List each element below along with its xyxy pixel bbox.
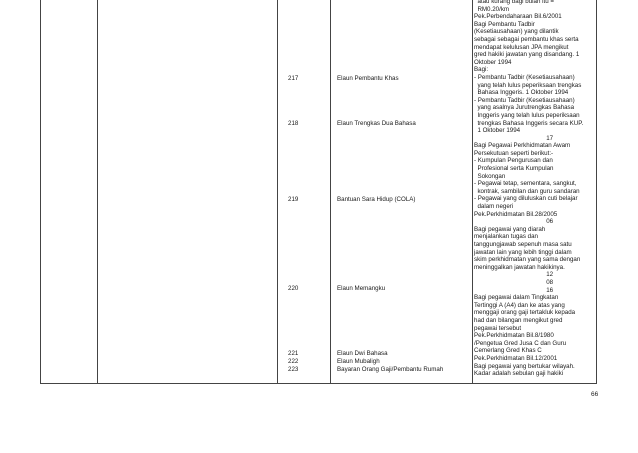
note-line: yang asalnya Jurutrengkas Bahasa [474,104,575,112]
note-line: Oktober 1994 [474,58,512,66]
note-line: pegawai tersebut [474,324,522,332]
row-item: Elaun Mubaligh [337,358,380,365]
row-item: Elaun Dwi Bahasa [337,350,388,357]
note-line: 16 [474,286,554,294]
column-divider [97,0,98,384]
row-number: 221 [288,350,299,357]
row-item: Bayaran Orang Gaji/Pembantu Rumah [337,366,444,373]
note-line: Pek.Perbendaharaan Bil.6/2001 [474,13,562,21]
note-line: Bahasa Inggeris. 1 Oktober 1994 [474,89,569,97]
row-number: 220 [288,285,299,292]
note-line: sebagai sebagai pembantu khas serta [474,35,579,43]
note-line: menjalankan tugas dan [474,233,538,241]
note-line: Profesional serta Kumpulan [474,165,554,173]
note-line: skim perkhidmatan yang sama dengan [474,256,581,264]
note-line: - Pembantu Tadbir (Kesetiausahaan) [474,73,575,81]
note-line: Persekutuan seperti berikut:- [474,149,554,157]
note-line: Bagi pegawai yang bertukar wilayah. [474,362,575,370]
note-line: Pek.Perkhidmatan Bil.28/2005 [474,210,558,218]
column-divider [277,0,278,384]
note-line: 1 Oktober 1994 [474,127,521,135]
note-line: (Kesetiausahaan) yang dilantik [474,28,559,36]
note-line: 08 [474,278,554,286]
row-item: Elaun Trengkas Dua Bahasa [337,120,416,127]
note-line: Pek.Perkhidmatan Bil.12/2001 [474,354,558,362]
row-number: 219 [288,196,299,203]
note-line: - Pegawai tetap, sementara, sangkut, [474,180,577,188]
note-line: Tertinggi A (A4) dan ke atas yang [474,301,565,309]
note-line: Bagi Pembantu Tadbir [474,20,535,28]
note-line: 06 [474,218,554,226]
note-line: Cemerlang Gred Khas C [474,347,542,355]
note-line: 12 [474,271,554,279]
row-number: 222 [288,358,299,365]
note-line: gred hakiki jawatan yang disandang. 1 [474,51,580,59]
note-line: - Pembantu Tadbir (Kesetiausahaan) [474,96,575,104]
note-line: dalam negeri [474,203,514,211]
row-item: Elaun Pembantu Khas [337,75,399,82]
note-line: Inggeris yang telah lulus peperiksaan [474,111,580,119]
row-number: 218 [288,120,299,127]
note-line: - Pegawai yang diluluskan cuti belajar [474,195,578,203]
note-line: Pek.Perkhidmatan Bil.8/1980 [474,332,554,340]
row-item: Elaun Memangku [337,285,386,292]
note-line: RM0.20/km [474,5,510,13]
note-line: Bagi Pegawai Perkhidmatan Awam [474,142,571,150]
notes-column [474,0,596,378]
note-line: Bagi pegawai yang diarah [474,225,546,233]
note-line: 17 [474,134,554,142]
note-line: tanggungjawab sepenuh masa satu [474,241,572,248]
note-line: had dan bilangan mengikut gred [474,316,563,324]
note-line: - Kumpulan Pengurusan dan [474,157,553,165]
note-line: Sokongan [474,172,506,180]
note-line: /Pengetua Gred Jusa C dan Guru [474,339,567,347]
note-line: meninggalkan jawatan hakikinya. [474,263,565,271]
row-number: 217 [288,75,299,82]
note-line: mendapat kelulusan JPA mengikut [474,43,569,51]
column-divider [472,0,473,384]
note-line: Bagi: [474,66,489,74]
row-item: Bantuan Sara Hidup (COLA) [337,196,416,203]
page-number: 66 [591,391,599,398]
note-line: trengkas Bahasa Inggeris secara KUP. [474,119,584,127]
row-number: 223 [288,366,299,373]
note-line: Bagi pegawai dalam Tingkatan [474,294,559,302]
note-line: kontrak, sambilan dan guru sandaran [474,187,580,195]
note-line: atau kurang bagi bulan itu = [474,0,554,5]
note-line: yang telah lulus peperiksaan trengkas [474,81,582,89]
note-line: jawatan lain yang lebih tinggi dalam [474,248,572,256]
note-line: menggaji orang gaji tertakluk kepada [474,309,576,317]
column-divider [330,0,331,384]
note-line: Kadar adalah sebulan gaji hakiki [474,370,564,378]
